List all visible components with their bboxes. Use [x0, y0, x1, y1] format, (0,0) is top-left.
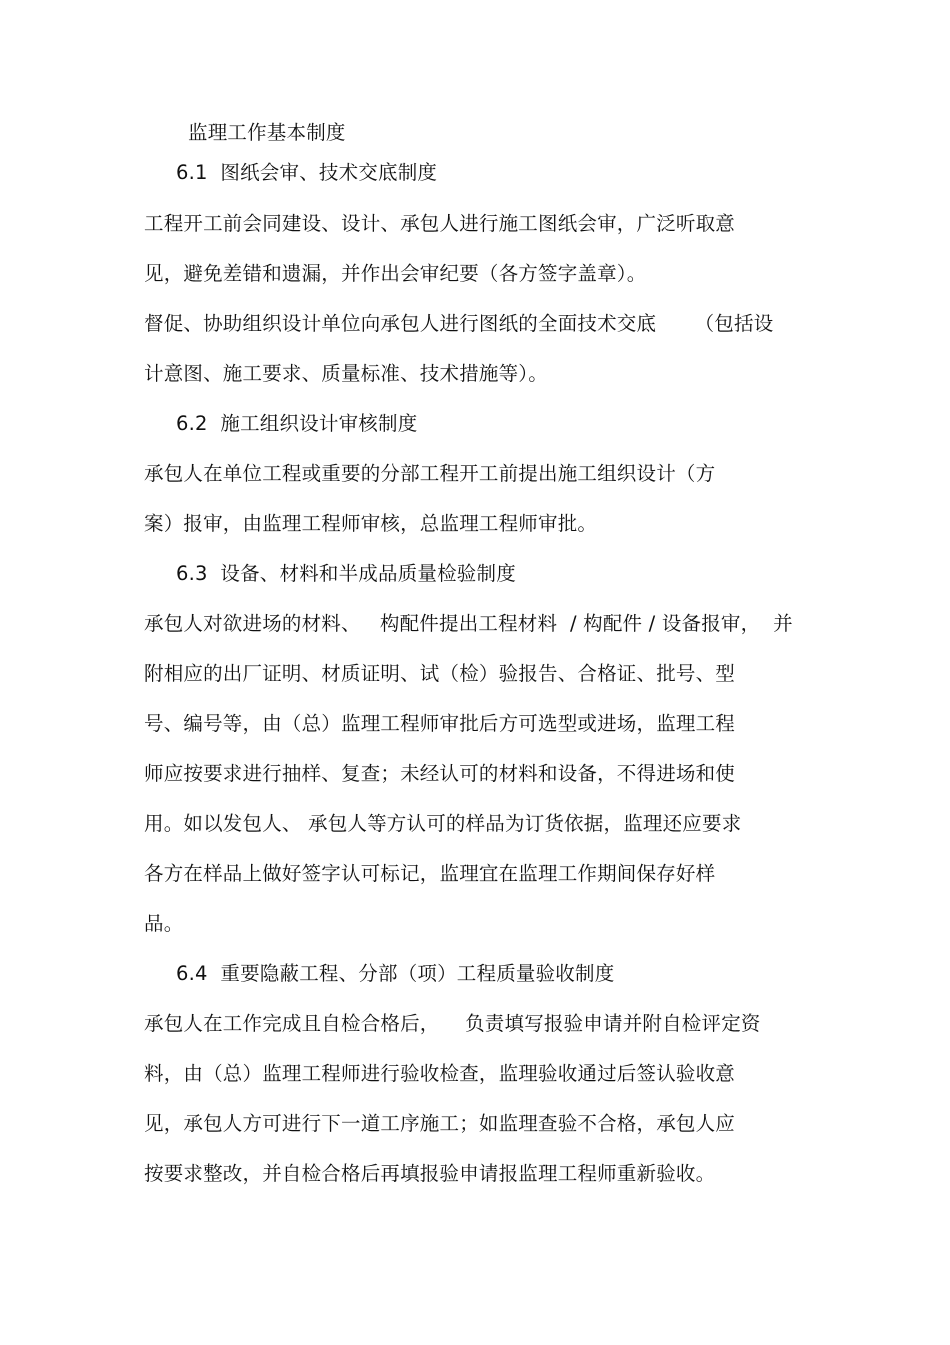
- paragraph-line: 计意图、施工要求、质量标准、技术措施等）。: [144, 362, 548, 385]
- paragraph-line: 案）报审，由监理工程师审核，总监理工程师审批。: [144, 512, 598, 535]
- paragraph-line: 各方在样品上做好签字认可标记，监理宜在监理工作期间保存好样: [144, 862, 716, 885]
- section-heading-6-1: 6.1 图纸会审、技术交底制度: [176, 161, 438, 184]
- paragraph-line: 料，由（总）监理工程师进行验收检查，监理验收通过后签认验收意: [144, 1062, 736, 1085]
- paragraph-line: 师应按要求进行抽样、复查；未经认可的材料和设备，不得进场和使: [144, 762, 736, 785]
- paragraph-line: 按要求整改，并自检合格后再填报验申请报监理工程师重新验收。: [144, 1162, 716, 1185]
- section-heading-6-3: 6.3 设备、材料和半成品质量检验制度: [176, 562, 516, 585]
- paragraph-line: 见，避免差错和遗漏，并作出会审纪要（各方签字盖章）。: [144, 262, 647, 285]
- paragraph-line: 承包人在单位工程或重要的分部工程开工前提出施工组织设计（方: [144, 462, 716, 485]
- paragraph-line: 承包人对欲进场的材料、 构配件提出工程材料 / 构配件 / 设备报审， 并: [144, 612, 793, 635]
- document-title: 监理工作基本制度: [188, 121, 346, 144]
- section-heading-6-4: 6.4 重要隐蔽工程、分部（项）工程质量验收制度: [176, 962, 615, 985]
- paragraph-line: 见，承包人方可进行下一道工序施工；如监理查验不合格，承包人应: [144, 1112, 736, 1135]
- paragraph-line: 工程开工前会同建设、设计、承包人进行施工图纸会审，广泛听取意: [144, 212, 736, 235]
- section-heading-6-2: 6.2 施工组织设计审核制度: [176, 412, 418, 435]
- paragraph-line: 号、编号等，由（总）监理工程师审批后方可选型或进场，监理工程: [144, 712, 736, 735]
- paragraph-line: 附相应的出厂证明、材质证明、试（检）验报告、合格证、批号、型: [144, 662, 736, 685]
- paragraph-line: 督促、协助组织设计单位向承包人进行图纸的全面技术交底 （包括设: [144, 312, 774, 335]
- paragraph-line: 用。如以发包人、 承包人等方认可的样品为订货依据，监理还应要求: [144, 812, 742, 835]
- paragraph-line: 承包人在工作完成且自检合格后， 负责填写报验申请并附自检评定资: [144, 1012, 761, 1035]
- paragraph-line: 品。: [144, 912, 184, 935]
